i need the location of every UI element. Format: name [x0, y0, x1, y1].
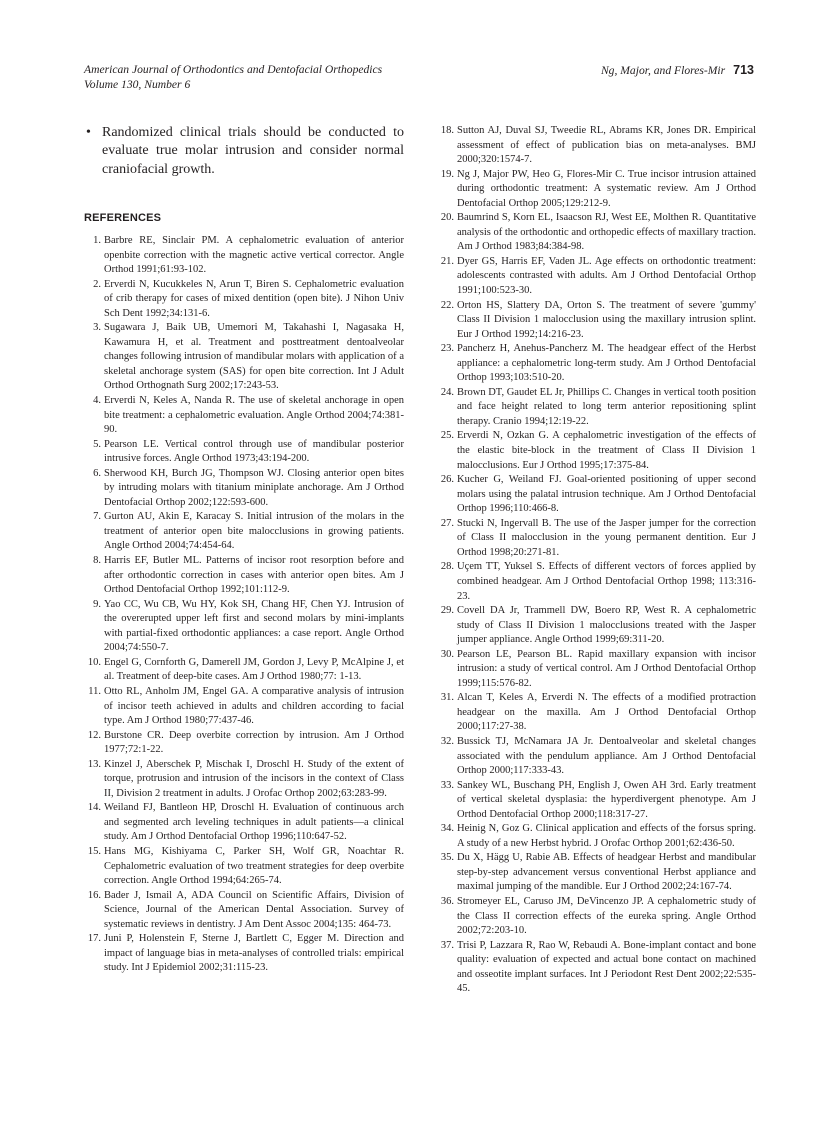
- reference-number: 24.: [440, 386, 454, 398]
- reference-text: Barbre RE, Sinclair PM. A cephalometric evaluation of anterior openbite correction with the magnetic active vertical corrector. Angle Orthod 1991;61:93-102.: [104, 235, 404, 276]
- reference-text: Harris EF, Butler ML. Patterns of incisor root resorption before and after orthodontic correction in cases with anterior open bites. Am J Orthod Dentofacial Orthop 1992;101:112-9.: [104, 555, 404, 596]
- reference-item: [434, 124, 756, 168]
- reference-text: Brown DT, Gaudet EL Jr, Phillips C. Changes in vertical tooth position and face height related to long term anterior repositioning splint therapy. Cranio 1994;12:19-22.: [457, 386, 756, 427]
- reference-text: Juni P, Holenstein F, Sterne J, Bartlett C, Egger M. Direction and impact of language bias in meta-analyses of controlled trials: empirical study. Int J Epidemiol 2002;31:115-23.: [104, 933, 404, 974]
- reference-item: [434, 168, 756, 212]
- reference-text: Trisi P, Lazzara R, Rao W, Rebaudi A. Bone-implant contact and bone quality: evaluation of expected and actual bone contact on machined and osseotite implant surfaces. Int J Periodont Rest Dent 2002;22:535-45.: [457, 939, 756, 995]
- reference-number: 21.: [440, 255, 454, 267]
- reference-item: [434, 822, 756, 851]
- reference-number: 29.: [440, 605, 454, 617]
- reference-text: Erverdi N, Ozkan G. A cephalometric investigation of the effects of the elastic bite-block in the treatment of Class II Division 1 malocclusions. Eur J Orthod 1995;17:375-84.: [457, 430, 756, 471]
- reference-number: 5.: [93, 438, 101, 450]
- reference-text: Dyer GS, Harris EF, Vaden JL. Age effects on orthodontic treatment: adolescents contrasted with adults. Am J Orthod Dentofacial Orthop 1991;100:523-30.: [457, 255, 756, 297]
- reference-item: [84, 729, 404, 758]
- reference-number: 33.: [440, 779, 454, 791]
- reference-item: [84, 234, 404, 278]
- reference-item: [434, 560, 756, 604]
- reference-number: 27.: [440, 517, 454, 529]
- reference-item: [84, 889, 404, 933]
- reference-number: 36.: [440, 895, 454, 907]
- reference-text: Sankey WL, Buschang PH, English J, Owen AH 3rd. Early treatment of vertical skeletal dysplasia: the hyperdivergent phenotype. Am J Orthod Dentofacial Orthop 2000;118:317-27.: [457, 779, 756, 820]
- reference-item: [84, 321, 404, 394]
- references-column-left: [84, 234, 404, 976]
- reference-item: [434, 429, 756, 473]
- reference-text: Kucher G, Weiland FJ. Goal-oriented positioning of upper second molars using the palatal intrusion technique. Am J Orthod Dentofacial Orthop 1996;110:466-8.: [457, 474, 756, 515]
- reference-number: 9.: [93, 598, 101, 610]
- reference-text: Gurton AU, Akin E, Karacay S. Initial intrusion of the molars in the treatment of anterior open bite malocclusions in growing patients. Angle Orthod 2004;74:454-64.: [104, 511, 404, 552]
- reference-item: [84, 758, 404, 802]
- journal-title: American Journal of Orthodontics and Dentofacial Orthopedics: [84, 63, 383, 76]
- references-column-right: [434, 124, 756, 997]
- reference-item: [84, 394, 404, 438]
- reference-text: Sherwood KH, Burch JG, Thompson WJ. Closing anterior open bites by intruding molars with titanium miniplate anchorage. Am J Orthod Dentofacial Orthop 2002;122:593-600.: [104, 467, 404, 508]
- reference-number: 11.: [88, 685, 101, 697]
- reference-item: [434, 299, 756, 343]
- reference-text: Stucki N, Ingervall B. The use of the Jasper jumper for the correction of Class II malocclusion in the young permanent dentition. Eur J Orthod 1998;20:271-81.: [457, 517, 756, 558]
- reference-number: 1.: [93, 235, 101, 246]
- reference-text: Yao CC, Wu CB, Wu HY, Kok SH, Chang HF, Chen YJ. Intrusion of the overerupted upper left first and second molars by mini-implants with partial-fixed orthodontic appliances: a case report. Angle Orthod 2004;74:550-7.: [104, 598, 404, 654]
- reference-text: Otto RL, Anholm JM, Engel GA. A comparative analysis of intrusion of incisor teeth achieved in adults and children according to facial type. Am J Orthod 1980;77:437-46.: [104, 685, 404, 727]
- reference-item: [434, 517, 756, 561]
- reference-number: 35.: [440, 852, 454, 864]
- reference-item: [434, 779, 756, 823]
- reference-number: 30.: [440, 648, 454, 660]
- reference-number: 26.: [440, 474, 454, 486]
- reference-text: Baumrind S, Korn EL, Isaacson RJ, West EE, Molthen R. Quantitative analysis of the orthodontic and orthopedic effects of maxillary traction. Am J Orthod 1983;84:384-98.: [457, 212, 756, 253]
- reference-item: [84, 598, 404, 656]
- reference-number: 18.: [440, 125, 454, 136]
- running-header-left: [84, 63, 382, 92]
- reference-item: [434, 255, 756, 299]
- reference-text: Sugawara J, Baik UB, Umemori M, Takahashi I, Nagasaka H, Kawamura H, et al. Treatment and posttreatment dentoalveolar changes following intrusion of mandibular molars with application of a skeletal anchorage system (SAS) for open bite correction. Int J Adult Orthod Orthognath Surg 2002;17:243-53.: [104, 322, 404, 392]
- reference-number: 28.: [440, 561, 454, 573]
- reference-item: [434, 939, 756, 997]
- reference-item: [434, 211, 756, 255]
- reference-number: 25.: [440, 430, 454, 442]
- conclusion-bullet: [84, 124, 404, 179]
- reference-number: 22.: [440, 299, 454, 311]
- reference-text: Pancherz H, Anehus-Pancherz M. The headgear effect of the Herbst appliance: a cephalometric long-term study. Am J Orthod Dentofacial Orthop 1993;103:510-20.: [457, 343, 756, 384]
- reference-item: [434, 473, 756, 517]
- reference-text: Weiland FJ, Bantleon HP, Droschl H. Evaluation of continuous arch and segmented arch leveling techniques in adult patients—a clinical study. Am J Orthod Dentofacial Orthop 1996;110:647-52.: [104, 802, 404, 843]
- reference-text: Alcan T, Keles A, Erverdi N. The effects of a modified protraction headgear on the maxilla. Am J Orthod Dentofacial Orthop 2000;117:27-38.: [457, 692, 756, 733]
- reference-number: 8.: [93, 555, 101, 567]
- reference-text: Stromeyer EL, Caruso JM, DeVincenzo JP. A cephalometric study of the Class II correction effects of the eureka spring. Angle Orthod 2002;72:203-10.: [457, 895, 756, 937]
- reference-number: 13.: [87, 758, 101, 770]
- reference-number: 19.: [440, 168, 454, 180]
- reference-text: Covell DA Jr, Trammell DW, Boero RP, West R. A cephalometric study of Class II Division 1 malocclusions treated with the Jasper jumper appliance. Angle Orthod 1999;69:311-20.: [457, 605, 756, 646]
- reference-text: Erverdi N, Kucukkeles N, Arun T, Biren S. Cephalometric evaluation of crib therapy for cases of mixed dentition (open bite). J Nihon Univ Sch Dent 1992;34:131-6.: [104, 278, 404, 319]
- reference-number: 12.: [87, 729, 101, 741]
- reference-item: [84, 932, 404, 976]
- reference-text: Erverdi N, Keles A, Nanda R. The use of skeletal anchorage in open bite treatment: a cephalometric evaluation. Angle Orthod 2004;74:381-90.: [104, 395, 404, 436]
- reference-item: [434, 648, 756, 692]
- reference-item: [84, 554, 404, 598]
- reference-text: Ng J, Major PW, Heo G, Flores-Mir C. True incisor intrusion attained during orthodontic treatment: A systematic review. Am J Orthod Dentofacial Orthop 2005;129:212-9.: [457, 168, 756, 209]
- reference-text: Pearson LE. Vertical control through use of mandibular posterior intrusive forces. Angle Orthod 1973;43:194-200.: [104, 438, 404, 465]
- reference-text: Du X, Hägg U, Rabie AB. Effects of headgear Herbst and mandibular step-by-step advancement versus conventional Herbst appliance and maximal jumping of the mandible. Eur J Orthod 2002;24:167-74.: [457, 852, 756, 893]
- running-header-right: [601, 63, 754, 79]
- reference-item: [84, 685, 404, 729]
- reference-text: Pearson LE, Pearson BL. Rapid maxillary expansion with incisor intrusion: a study of vertical control. Am J Orthod Dentofacial Orthop 1999;115:576-82.: [457, 648, 756, 689]
- reference-number: 16.: [87, 889, 101, 901]
- bullet-icon: •: [86, 125, 91, 140]
- reference-text: Bader J, Ismail A, ADA Council on Scientific Affairs, Division of Science, Journal of the American Dental Association. Survey of systematic reviews in dentistry. J Am Dent Assoc 2004;135: 464-73.: [104, 889, 404, 930]
- reference-number: 34.: [440, 823, 454, 835]
- article-authors: Ng, Major, and Flores-Mir: [600, 64, 726, 77]
- reference-item: [434, 386, 756, 430]
- reference-number: 20.: [440, 212, 454, 224]
- reference-number: 4.: [93, 395, 101, 407]
- reference-number: 37.: [440, 939, 454, 951]
- reference-text: Orton HS, Slattery DA, Orton S. The treatment of severe 'gummy' Class II Division 1 malocclusion using the maxillary intrusion splint. Eur J Orthod 1992;14:216-23.: [457, 299, 756, 340]
- bullet-text: Randomized clinical trials should be conducted to evaluate true molar intrusion and consider normal craniofacial growth.: [102, 125, 404, 177]
- reference-text: Burstone CR. Deep overbite correction by intrusion. Am J Orthod 1977;72:1-22.: [104, 729, 404, 756]
- reference-item: [84, 438, 404, 467]
- reference-item: [84, 801, 404, 845]
- reference-text: Bussick TJ, McNamara JA Jr. Dentoalveolar and skeletal changes associated with the pendulum appliance. Am J Orthod Dentofacial Orthop 2000;117:333-43.: [457, 735, 756, 777]
- reference-item: [434, 895, 756, 939]
- reference-item: [84, 467, 404, 511]
- reference-item: [434, 604, 756, 648]
- journal-volume: Volume 130, Number 6: [84, 77, 191, 91]
- reference-number: 31.: [440, 692, 454, 704]
- reference-number: 17.: [87, 933, 101, 945]
- reference-item: [84, 510, 404, 554]
- reference-number: 2.: [93, 278, 101, 290]
- reference-text: Hans MG, Kishiyama C, Parker SH, Wolf GR, Noachtar R. Cephalometric evaluation of two treatment strategies for deep overbite correction. Angle Orthod 1994;64:265-74.: [104, 845, 404, 887]
- reference-number: 7.: [93, 511, 101, 523]
- reference-item: [434, 691, 756, 735]
- references-heading: REFERENCES: [84, 212, 162, 224]
- reference-number: 6.: [93, 467, 101, 479]
- reference-number: 32.: [440, 735, 454, 747]
- reference-item: [84, 845, 404, 889]
- reference-number: 10.: [87, 656, 101, 668]
- reference-item: [84, 278, 404, 322]
- reference-number: 15.: [87, 845, 101, 857]
- page-number: 713: [733, 63, 754, 77]
- reference-item: [434, 735, 756, 779]
- reference-text: Engel G, Cornforth G, Damerell JM, Gordon J, Levy P, McAlpine J, et al. Treatment of deep-bite cases. Am J Orthod 1980;77: 1-13.: [104, 656, 404, 683]
- reference-item: [434, 851, 756, 895]
- reference-text: Heinig N, Goz G. Clinical application and effects of the forsus spring. A study of a new Herbst hybrid. J Orofac Orthop 2001;62:436-50.: [457, 823, 756, 849]
- reference-item: [84, 656, 404, 685]
- reference-number: 23.: [440, 343, 454, 355]
- reference-text: Sutton AJ, Duval SJ, Tweedie RL, Abrams KR, Jones DR. Empirical assessment of effect of publication bias on meta-analyses. BMJ 2000;320:1574-7.: [457, 125, 756, 166]
- reference-number: 3.: [93, 322, 101, 334]
- reference-text: Uçem TT, Yuksel S. Effects of different vectors of forces applied by combined headgear. Am J Orthod Dentofacial Orthop 1998; 113:316-23.: [457, 561, 756, 602]
- reference-number: 14.: [87, 802, 101, 814]
- reference-text: Kinzel J, Aberschek P, Mischak I, Droschl H. Study of the extent of torque, protrusion and intrusion of the incisors in the context of Class II, Division 2 treatment in adults. J Orofac Orthop 2002;63:283-99.: [104, 758, 404, 799]
- reference-item: [434, 342, 756, 386]
